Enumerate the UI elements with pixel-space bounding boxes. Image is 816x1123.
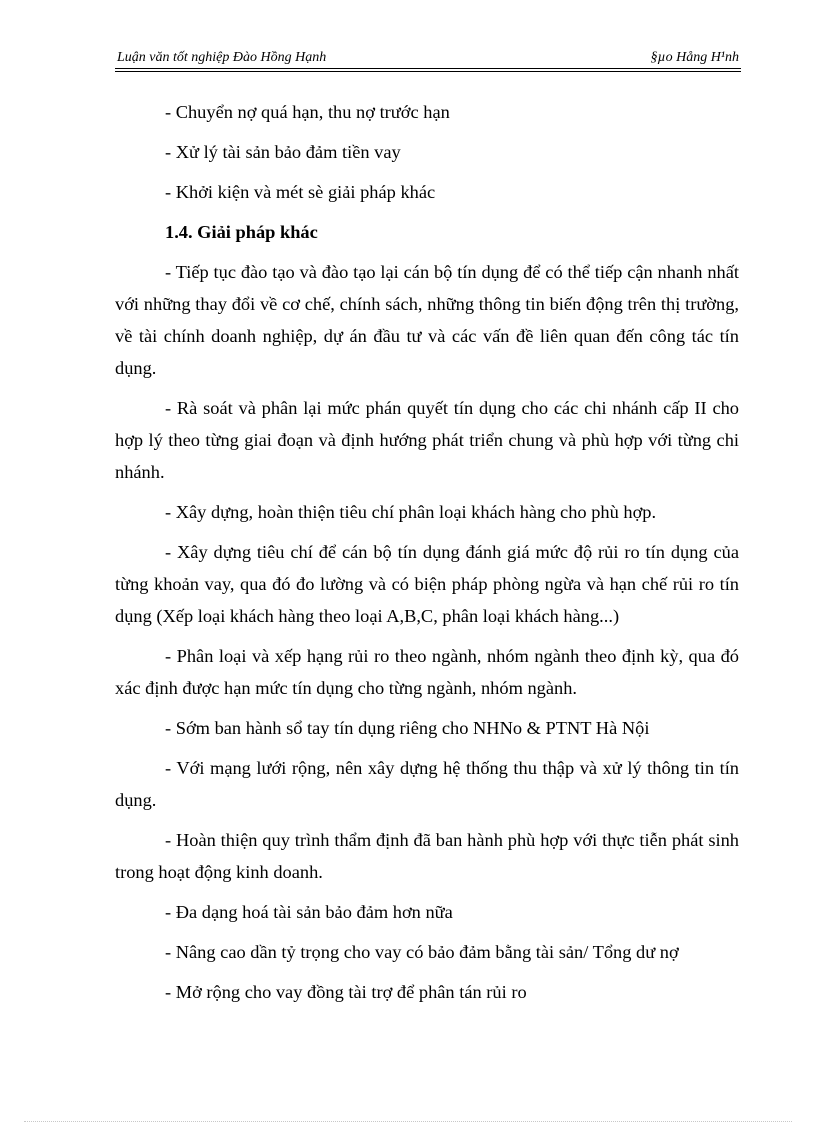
header-right-text: §µo Hång H¹nh xyxy=(650,50,739,65)
bullet-paragraph: - Chuyển nợ quá hạn, thu nợ trước hạn xyxy=(165,102,450,122)
bullet-paragraph: - Đa dạng hoá tài sản bảo đảm hơn nữa xyxy=(165,902,453,922)
document-body xyxy=(115,96,739,1016)
bullet-paragraph: - Tiếp tục đào tạo và đào tạo lại cán bộ tín dụng để có thể tiếp cận nhanh nhất với những thay đổi về cơ chế, chính sách, những thông tin biến động trên thị trường, về tài chính doanh nghiệp, dự án đầu tư và các vấn đề liên quan đến công tác tín dụng. xyxy=(115,262,739,378)
section-heading: 1.4. Giải pháp khác xyxy=(165,222,318,242)
header-left-text: Luận văn tốt nghiệp Đào Hồng Hạnh xyxy=(117,50,327,65)
bullet-paragraph: - Nâng cao dần tỷ trọng cho vay có bảo đảm bằng tài sản/ Tổng dư nợ xyxy=(165,942,679,962)
page-bottom-border xyxy=(24,1121,792,1122)
bullet-paragraph: - Xử lý tài sản bảo đảm tiền vay xyxy=(165,142,401,162)
bullet-paragraph: - Hoàn thiện quy trình thẩm định đã ban hành phù hợp với thực tiễn phát sinh trong hoạt động kinh doanh. xyxy=(115,830,739,882)
bullet-paragraph: - Xây dựng tiêu chí để cán bộ tín dụng đánh giá mức độ rủi ro tín dụng của từng khoản vay, qua đó đo lường và có biện pháp phòng ngừa và hạn chế rủi ro tín dụng (Xếp loại khách hàng theo loại A,B,C, phân loại khách hàng...) xyxy=(115,542,739,626)
bullet-paragraph: - Xây dựng, hoàn thiện tiêu chí phân loại khách hàng cho phù hợp. xyxy=(165,502,657,522)
bullet-paragraph: - Với mạng lưới rộng, nên xây dựng hệ thống thu thập và xử lý thông tin tín dụng. xyxy=(115,758,739,810)
bullet-paragraph: - Khởi kiện và mét sè giải pháp khác xyxy=(165,182,436,202)
bullet-paragraph: - Phân loại và xếp hạng rủi ro theo ngành, nhóm ngành theo định kỳ, qua đó xác định được hạn mức tín dụng cho từng ngành, nhóm ngành. xyxy=(115,646,739,698)
page-header xyxy=(117,48,741,68)
header-rule xyxy=(115,68,741,69)
bullet-paragraph: - Sớm ban hành sổ tay tín dụng riêng cho NHNo & PTNT Hà Nội xyxy=(165,718,650,738)
bullet-paragraph: - Rà soát và phân lại mức phán quyết tín dụng cho các chi nhánh cấp II cho hợp lý theo từng giai đoạn và định hướng phát triển chung và phù hợp với từng chi nhánh. xyxy=(115,398,739,482)
bullet-paragraph: - Mở rộng cho vay đồng tài trợ để phân tán rủi ro xyxy=(165,982,527,1002)
header-rule-thin xyxy=(115,71,741,72)
